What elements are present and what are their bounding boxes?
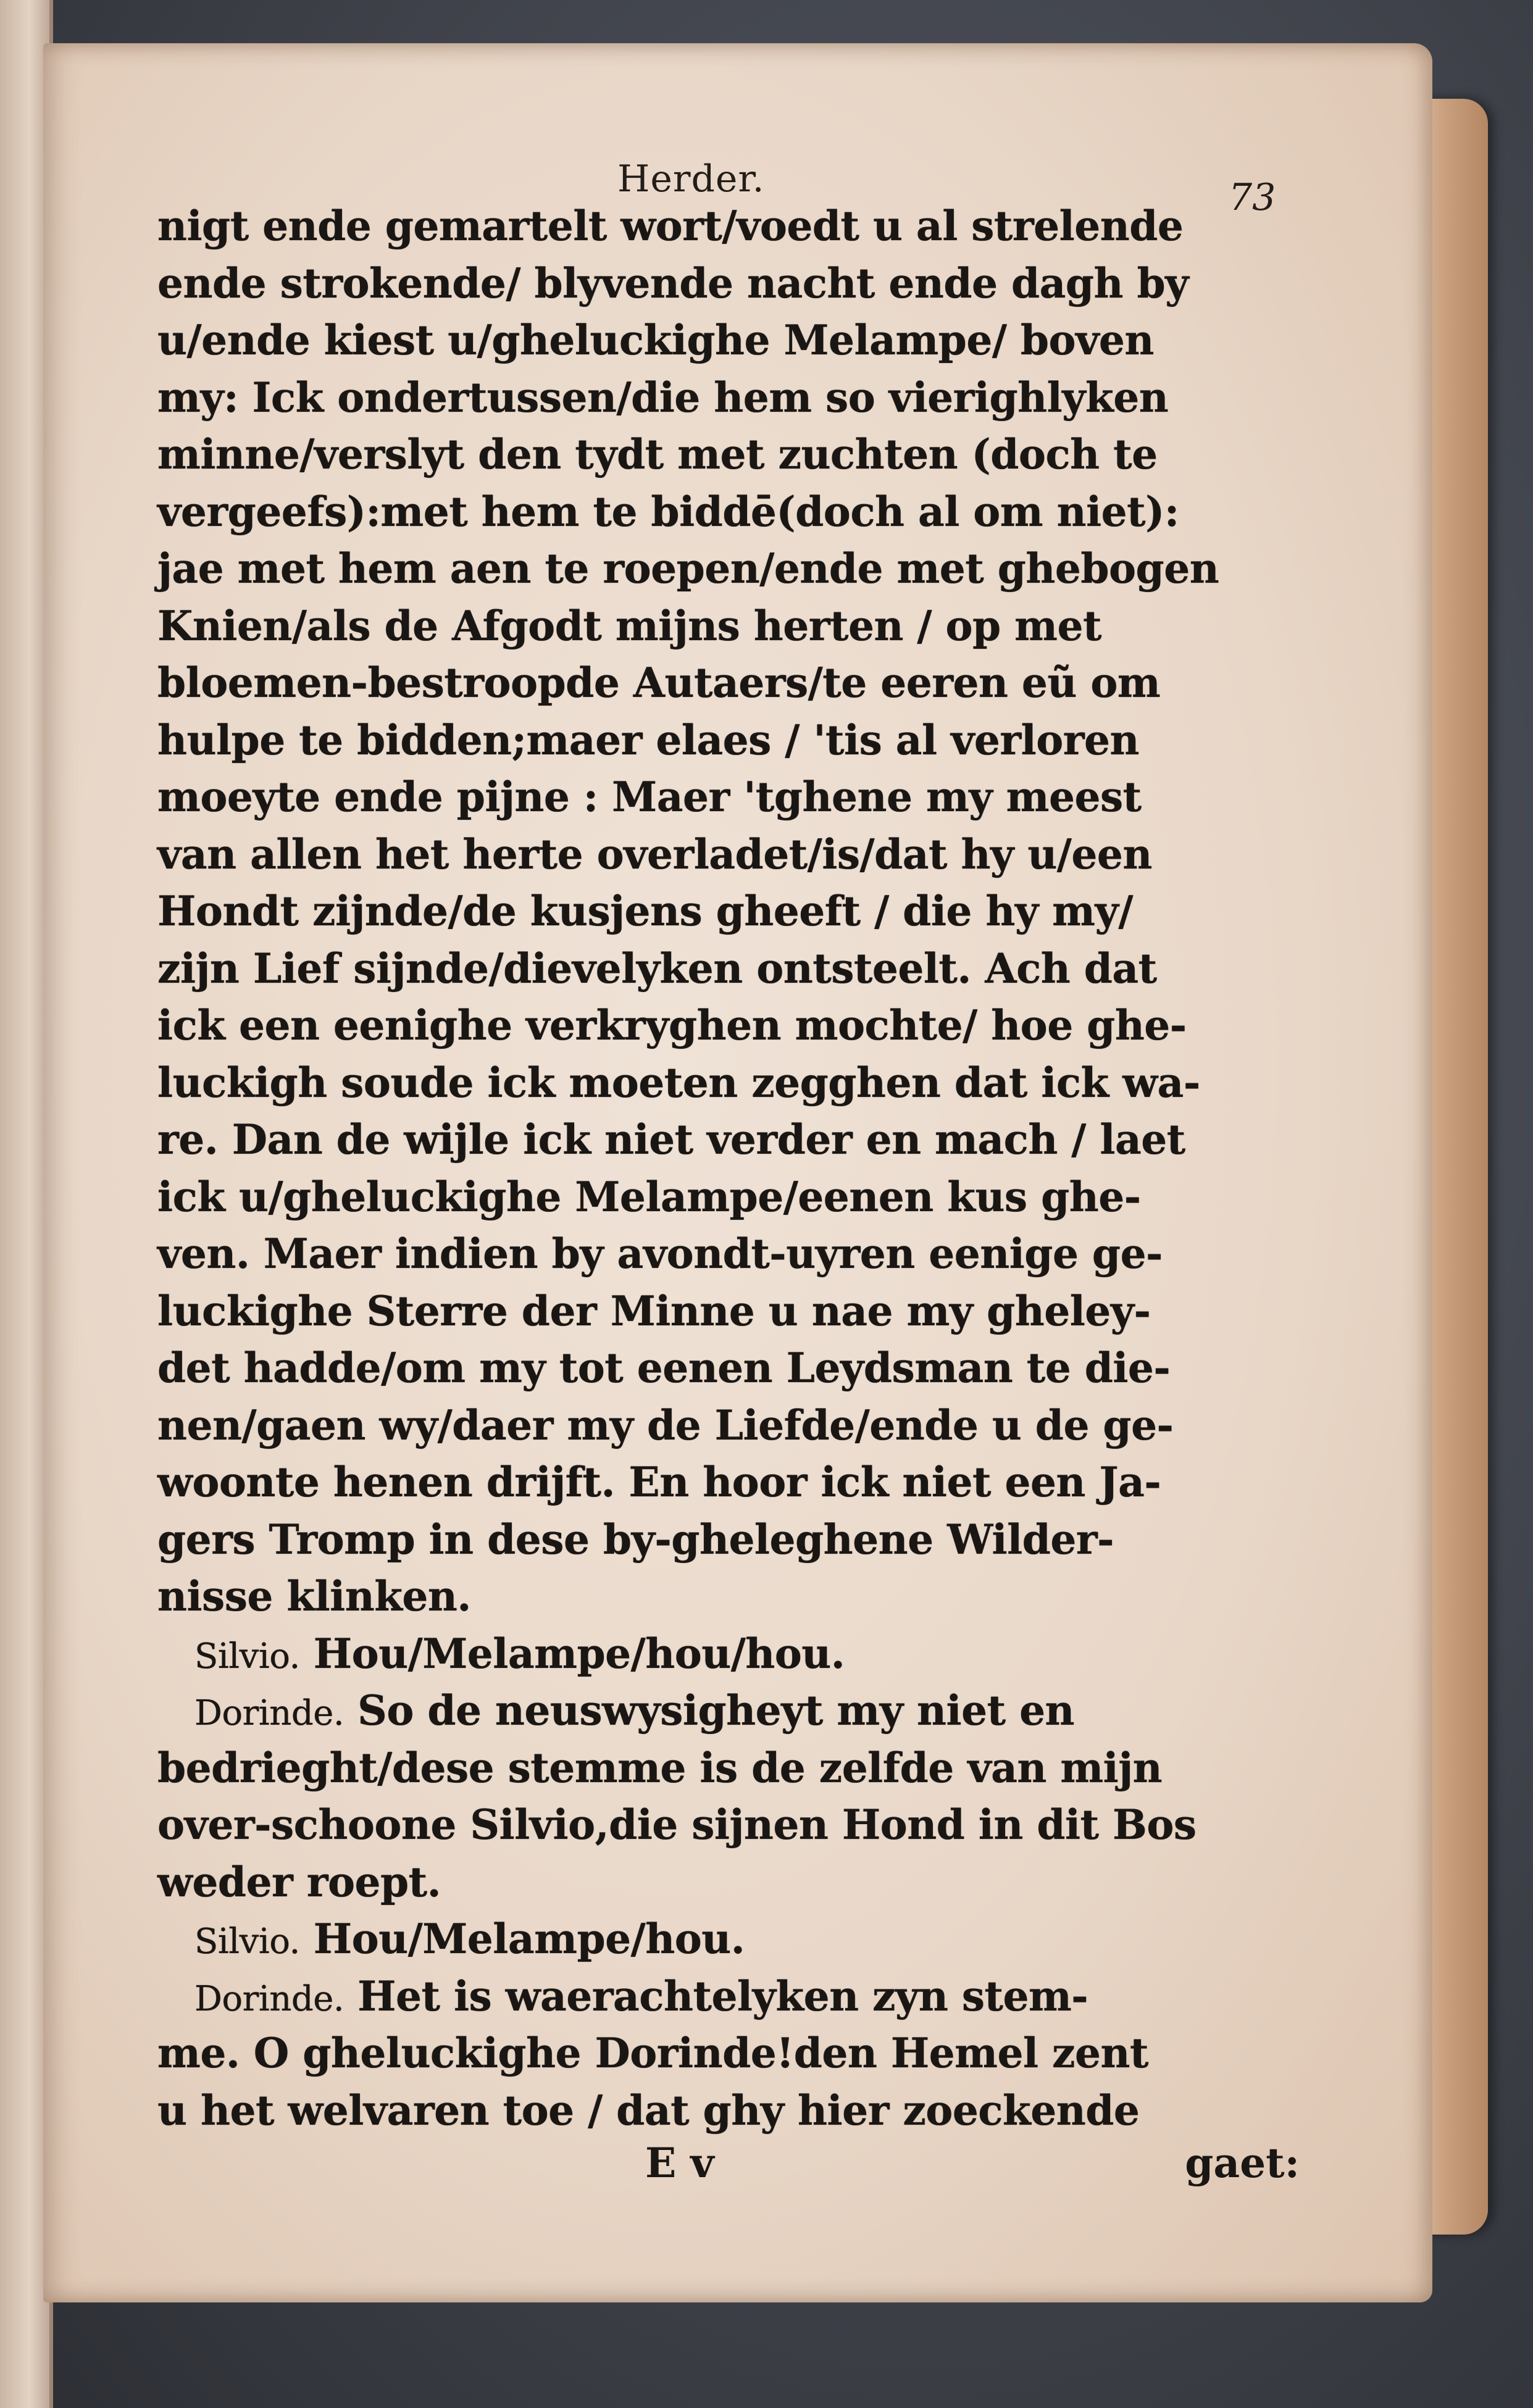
text-line: nen/gaen wy/daer my de Liefde/ende u de ge- — [157, 1401, 1174, 1449]
text-line: bloemen-bestroopde Autaers/te eeren eũ om — [157, 659, 1161, 707]
speaker-name: Silvio. — [194, 1636, 300, 1677]
speech-line: u het welvaren toe / dat ghy hier zoeckende — [157, 2086, 1140, 2135]
speech-text: Hou/Melampe/hou/hou. — [313, 1629, 845, 1678]
speech-line: bedrieght/dese stemme is de zelfde van mijn — [157, 1743, 1163, 1792]
book-page — [43, 43, 1432, 2302]
speech-line: weder roept. — [157, 1857, 441, 1906]
dialogue-line — [157, 1968, 1324, 2025]
text-line: vergeefs):met hem te biddē(doch al om niet): — [157, 487, 1179, 536]
text-line: ende strokende/ blyvende nacht ende dagh by — [157, 259, 1188, 307]
text-line: Knien/als de Afgodt mijns herten / op met — [157, 601, 1101, 650]
dialogue-line — [157, 1682, 1324, 1739]
text-line: ven. Maer indien by avondt-uyren eenige ge- — [157, 1230, 1163, 1278]
speaker-name: Silvio. — [194, 1922, 300, 1962]
catchword: gaet: — [1185, 2139, 1300, 2187]
speaker-name: Dorinde. — [194, 1693, 345, 1733]
page-number: 73 — [1229, 176, 1276, 219]
text-line: jae met hem aen te roepen/ende met ghebogen — [157, 544, 1219, 593]
text-line: my: Ick ondertussen/die hem so vierighlyken — [157, 373, 1169, 422]
text-line: gers Tromp in dese by-gheleghene Wilder- — [157, 1515, 1114, 1564]
text-line: van allen het herte overladet/is/dat hy u/een — [157, 830, 1152, 878]
speech-text: So de neuswysigheyt my niet en — [357, 1686, 1075, 1735]
text-line: Hondt zijnde/de kusjens gheeft / die hy my/ — [157, 887, 1133, 935]
speech-line: me. O gheluckighe Dorinde!den Hemel zent — [157, 2029, 1148, 2077]
footer-row — [157, 2139, 1324, 2196]
text-line: woonte henen drijft. En hoor ick niet een Ja- — [157, 1458, 1161, 1506]
text-line: zijn Lief sijnde/dievelyken ontsteelt. Ach dat — [157, 944, 1157, 993]
speech-text: Hou/Melampe/hou. — [313, 1915, 745, 1963]
text-line: luckigh soude ick moeten zegghen dat ick wa- — [157, 1058, 1200, 1107]
text-line: ick u/gheluckighe Melampe/eenen kus ghe- — [157, 1172, 1141, 1221]
text-line: hulpe te bidden;maer elaes / 'tis al verloren — [157, 715, 1140, 764]
dialogue-line — [157, 1625, 1324, 1683]
running-head: Herder. — [617, 157, 765, 201]
text-line: luckighe Sterre der Minne u nae my gheley- — [157, 1286, 1151, 1335]
text-line: ick een eenighe verkryghen mochte/ hoe ghe- — [157, 1001, 1187, 1049]
text-line: det hadde/om my tot eenen Leydsman te die- — [157, 1344, 1171, 1392]
dialogue-line — [157, 1910, 1324, 1968]
text-line: moeyte ende pijne : Maer 'tghene my meest — [157, 773, 1142, 821]
text-line: u/ende kiest u/gheluckighe Melampe/ boven — [157, 316, 1154, 364]
speaker-name: Dorinde. — [194, 1978, 345, 2019]
text-line: minne/verslyt den tydt met zuchten (doch te — [157, 430, 1158, 478]
text-line: re. Dan de wijle ick niet verder en mach / laet — [157, 1115, 1185, 1164]
text-line: nigt ende gemartelt wort/voedt u al strelende — [157, 202, 1184, 250]
page-text-block — [157, 198, 1324, 2196]
speech-text: Het is waerachtelyken zyn stem- — [357, 1972, 1088, 2020]
text-line: nisse klinken. — [157, 1572, 471, 1620]
signature-mark: E v — [645, 2139, 714, 2187]
speech-line: over-schoone Silvio,die sijnen Hond in dit Bos — [157, 1801, 1197, 1849]
